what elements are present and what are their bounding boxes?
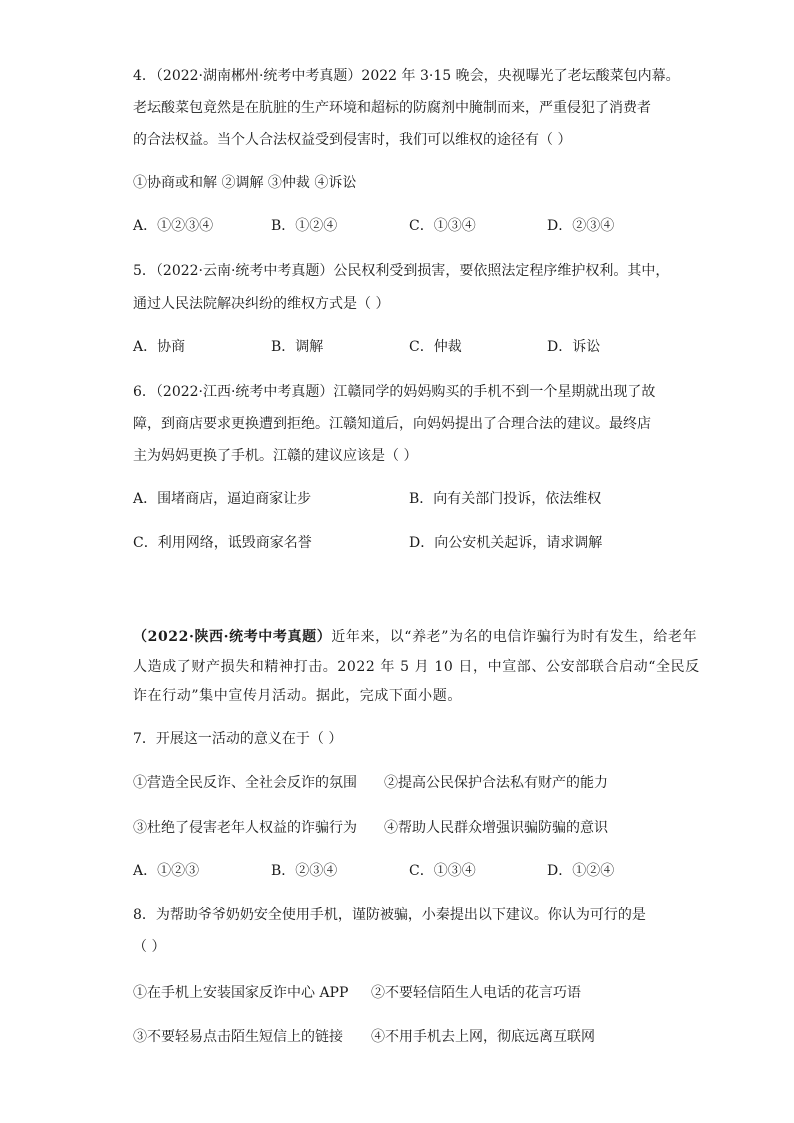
intro-source: （2022·陕西·统考中考真题）: [133, 629, 332, 645]
q4-stem-line-1: 4．（2022·湖南郴州·统考中考真题）2022 年 3·15 晚会，央视曝光了老坛酸菜包内幕。: [133, 68, 680, 84]
q5-option-d: D．诉讼: [547, 339, 601, 355]
q4-stem-line-3: 的合法权益。当个人合法权益受到侵害时，我们可以维权的途径有（ ）: [133, 132, 572, 148]
intro-line-3: 诈在行动”集中宣传月活动。据此，完成下面小题。: [133, 688, 462, 704]
q5-option-a: A．协商: [133, 339, 186, 355]
q6-option-b: B．向有关部门投诉，依法维权: [409, 491, 602, 507]
q6-option-d: D．向公安机关起诉，请求调解: [409, 535, 603, 551]
q5-stem-line-1: 5．（2022·云南·统考中考真题）公民权利受到损害，要依照法定程序维护权利。其中，: [133, 263, 670, 279]
q6-stem-line-1: 6．（2022·江西·统考中考真题）江赣同学的妈妈购买的手机不到一个星期就出现了故: [133, 384, 656, 400]
q8-statement-2: ②不要轻信陌生人电话的花言巧语: [371, 985, 581, 1001]
q7-statement-2: ②提高公民保护合法私有财产的能力: [384, 775, 608, 791]
q8-statement-3: ③不要轻易点击陌生短信上的链接: [133, 1029, 343, 1045]
q7-option-b: B．②③④: [271, 863, 338, 879]
q4-option-a: A．①②③④: [133, 218, 214, 234]
q5-option-b: B．调解: [271, 339, 324, 355]
q7-option-a: A．①②③: [133, 863, 200, 879]
intro-line-1-text: 近年来，以“养老”为名的电信诈骗行为时有发生，给老年: [331, 629, 698, 645]
q7-statement-1: ①营造全民反诈、全社会反诈的氛围: [133, 775, 357, 791]
q8-statement-4: ④不用手机去上网，彻底远离互联网: [371, 1029, 595, 1045]
q7-option-d: D．①②④: [547, 863, 615, 879]
intro-line-2: 人造成了财产损失和精神打击。2022 年 5 月 10 日，中宣部、公安部联合启动“全民反: [133, 659, 700, 675]
q7-option-c: C．①③④: [409, 863, 476, 879]
q4-stem-line-2: 老坛酸菜包竟然是在肮脏的生产环境和超标的防腐剂中腌制而来，严重侵犯了消费者: [133, 100, 651, 116]
q4-option-d: D．②③④: [547, 218, 615, 234]
q7-statement-3: ③杜绝了侵害老年人权益的诈骗行为: [133, 820, 357, 836]
q8-stem-line-1: 8．为帮助爷爷奶奶安全使用手机，谨防被骗，小秦提出以下建议。你认为可行的是: [133, 907, 646, 923]
q5-option-c: C．仲裁: [409, 339, 462, 355]
q4-option-b: B．①②④: [271, 218, 338, 234]
q5-stem-line-2: 通过人民法院解决纠纷的维权方式是（ ）: [133, 296, 390, 312]
q7-stem: 7．开展这一活动的意义在于（ ）: [133, 731, 343, 747]
q7-statement-4: ④帮助人民群众增强识骗防骗的意识: [384, 820, 608, 836]
q4-statements: ①协商或和解 ②调解 ③仲裁 ④诉讼: [133, 175, 357, 191]
q6-option-a: A．围堵商店，逼迫商家让步: [133, 491, 312, 507]
q4-option-c: C．①③④: [409, 218, 476, 234]
intro-line-1: [133, 627, 697, 647]
q8-statement-1: ①在手机上安装国家反诈中心 APP: [133, 985, 349, 1001]
q6-stem-line-2: 障，到商店要求更换遭到拒绝。江赣知道后，向妈妈提出了合理合法的建议。最终店: [133, 416, 651, 432]
q8-stem-line-2: （ ）: [133, 939, 166, 955]
q6-stem-line-3: 主为妈妈更换了手机。江赣的建议应该是（ ）: [133, 448, 418, 464]
q6-option-c: C．利用网络，诋毁商家名誉: [133, 535, 312, 551]
